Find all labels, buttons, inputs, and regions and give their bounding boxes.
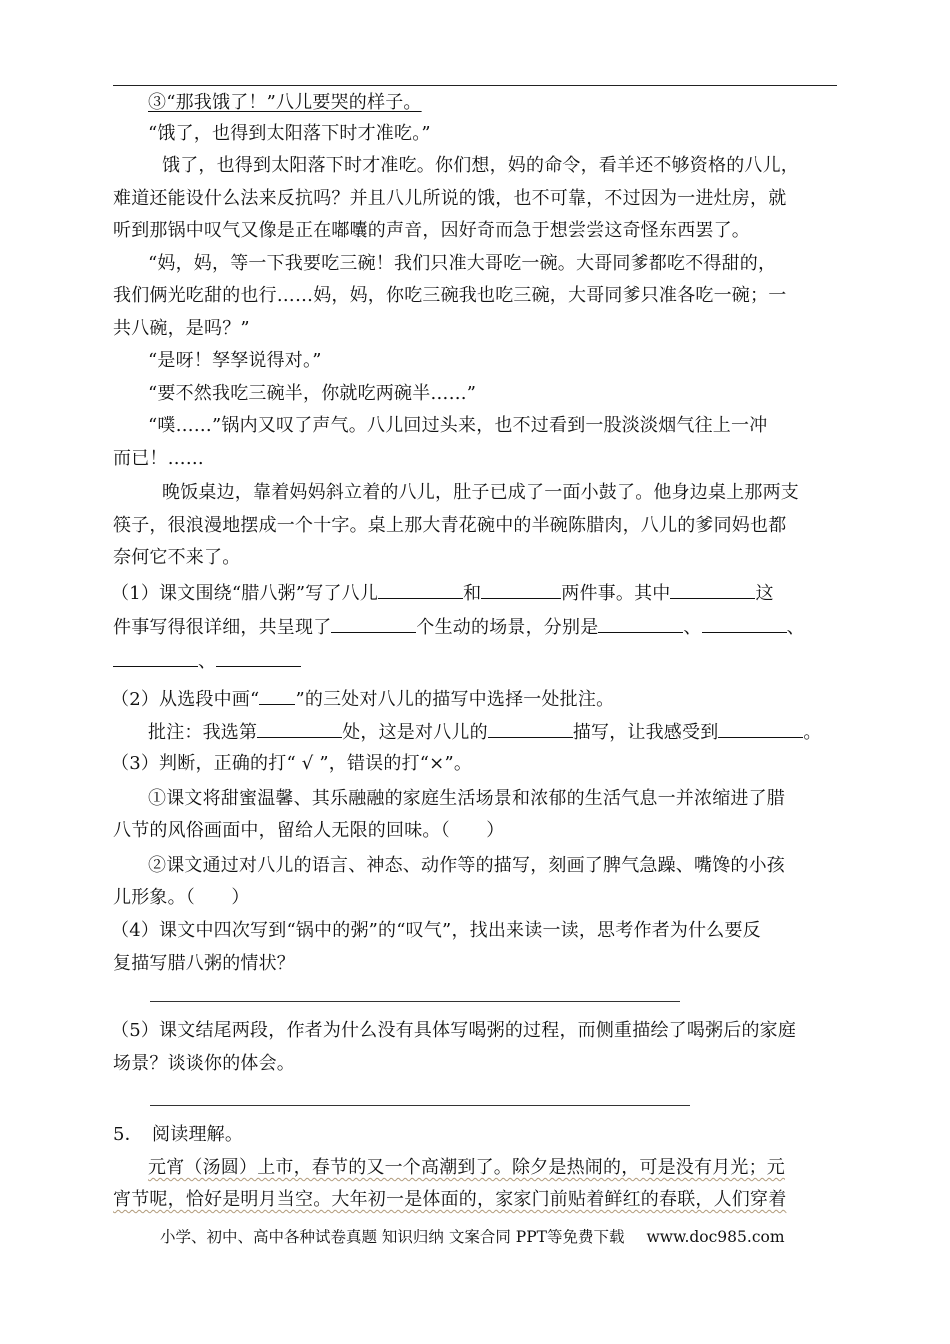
question-3-item-1-cont: 八节的风俗画面中，留给人无限的回味。（ ） <box>113 820 505 841</box>
question-text: （1）课文围绕“腊八粥”写了八儿 <box>111 583 379 604</box>
question-text: 批注：我选第 <box>148 722 258 743</box>
text-line: ③“那我饿了！”八儿要哭的样子。 <box>148 92 422 113</box>
text-line: 我们俩光吃甜的也行……妈，妈，你吃三碗我也吃三碗，大哥同爹只准各吃一碗；一 <box>113 285 787 306</box>
text-line: 饿了，也得到太阳落下时才准吃。你们想，妈的命令，看羊还不够资格的八儿， <box>162 155 799 176</box>
answer-blank[interactable] <box>718 719 803 738</box>
answer-blank[interactable] <box>113 648 198 667</box>
text-line: “要不然我吃三碗半，你就吃两碗半……” <box>148 383 477 404</box>
question-2-line-1 <box>111 686 614 711</box>
wavy-underlined-text: 元宵（汤圆）上市，春节的又一个高潮到了。除夕是热闹的，可是没有月光；元 <box>148 1157 785 1178</box>
header-rule <box>113 85 837 86</box>
question-3-item-1: ①课文将甜蜜温馨、其乐融融的家庭生活场景和浓郁的生活气息一并浓缩进了腊 <box>148 788 785 809</box>
question-4-cont: 复描写腊八粥的情状？ <box>113 953 295 974</box>
text-line: 晚饭桌边，靠着妈妈斜立着的八儿，肚子已成了一面小鼓了。他身边桌上那两支 <box>162 482 799 503</box>
question-5-cont: 场景？谈谈你的体会。 <box>113 1053 295 1074</box>
question-text: 处，这是对八儿的 <box>342 722 488 743</box>
text-line <box>148 1157 785 1179</box>
question-text: 个生动的场景，分别是 <box>416 617 599 638</box>
text-line: 奈何它不来了。 <box>113 547 241 568</box>
page-footer <box>160 1227 785 1247</box>
text-line: 筷子，很浪漫地摆成一个十字。桌上那大青花碗中的半碗陈腊肉，八儿的爹同妈也都 <box>113 515 787 536</box>
section-heading: 5． 阅读理解。 <box>113 1124 244 1145</box>
footer-text: 小学、初中、高中各种试卷真题 知识归纳 文案合同 PPT等免费下载 <box>160 1228 625 1246</box>
answer-blank[interactable] <box>378 580 463 599</box>
answer-blank[interactable] <box>598 614 683 633</box>
question-text: 和 <box>463 583 482 604</box>
answer-blank[interactable] <box>670 580 755 599</box>
question-2-line-2 <box>148 719 822 744</box>
text-line: 而已！…… <box>113 448 204 469</box>
answer-blank[interactable] <box>702 614 787 633</box>
question-text: 、 <box>683 617 702 638</box>
answer-blank[interactable] <box>331 614 416 633</box>
answer-blank[interactable] <box>488 719 573 738</box>
question-3-item-2: ②课文通过对八儿的语言、神态、动作等的描写，刻画了脾气急躁、嘴馋的小孩 <box>148 855 785 876</box>
question-text: 两件事。其中 <box>561 583 671 604</box>
answer-blank[interactable] <box>481 580 561 599</box>
question-1-line-1 <box>111 580 774 605</box>
question-1-line-2 <box>113 614 805 639</box>
underline-mark <box>259 686 295 705</box>
text-line: “妈，妈，等一下我要吃三碗！我们只准大哥吃一碗。大哥同爹都吃不得甜的， <box>148 253 777 274</box>
text-line: 共八碗，是吗？” <box>113 318 250 339</box>
question-text: 这 <box>755 583 774 604</box>
text-line: 听到那锅中叹气又像是正在嘟囔的声音，因好奇而急于想尝尝这奇怪东西罢了。 <box>113 220 750 241</box>
answer-blank[interactable] <box>216 648 301 667</box>
question-3: （3）判断，正确的打“ √ ”，错误的打“×”。 <box>111 753 473 774</box>
question-3-item-2-cont: 儿形象。（ ） <box>113 887 250 908</box>
question-1-line-3 <box>113 648 301 673</box>
footer-url[interactable]: www.doc985.com <box>646 1228 785 1246</box>
wavy-underlined-text: 宵节呢，恰好是明月当空。大年初一是体面的，家家门前贴着鲜红的春联，人们穿着 <box>113 1189 787 1210</box>
text-line: “噗……”锅内又叹了声气。八儿回过头来，也不过看到一股淡淡烟气往上一冲 <box>148 415 768 436</box>
question-text: 描写，让我感受到 <box>572 722 719 743</box>
answer-line[interactable] <box>150 1105 690 1106</box>
answer-line[interactable] <box>150 1001 680 1002</box>
text-line <box>113 1189 786 1211</box>
question-text: ”的三处对八儿的描写中选择一处批注。 <box>295 689 615 710</box>
question-5: （5）课文结尾两段，作者为什么没有具体写喝粥的过程，而侧重描绘了喝粥后的家庭 <box>111 1020 797 1041</box>
question-text: 件事写得很详细，共呈现了 <box>113 617 332 638</box>
question-text: 、 <box>786 617 805 638</box>
text-line: 难道还能设什么法来反抗吗？并且八儿所说的饿，也不可靠，不过因为一进灶房，就 <box>113 188 787 209</box>
question-text: 、 <box>198 651 217 672</box>
answer-blank[interactable] <box>257 719 342 738</box>
text-line: “饿了，也得到太阳落下时才准吃。” <box>148 123 431 144</box>
question-text: 。 <box>803 722 822 743</box>
question-4: （4）课文中四次写到“锅中的粥”的“叹气”，找出来读一读，思考作者为什么要反 <box>111 920 761 941</box>
text-line: “是呀！孥孥说得对。” <box>148 350 322 371</box>
question-text: （2）从选段中画“ <box>111 689 260 710</box>
